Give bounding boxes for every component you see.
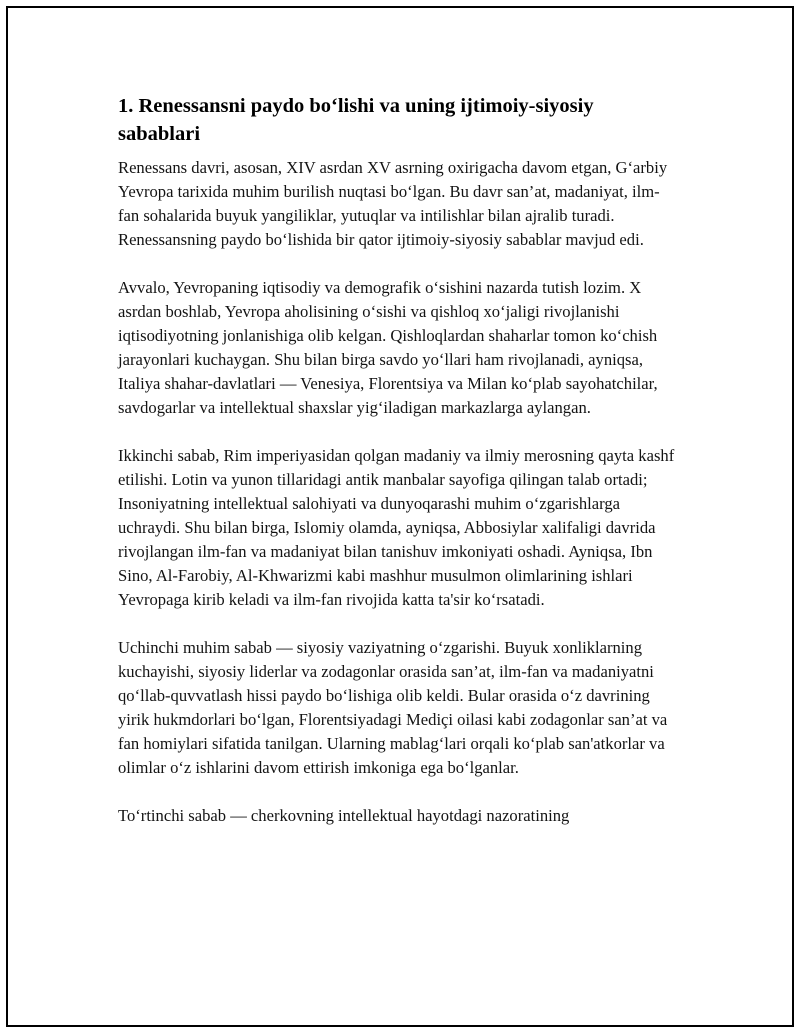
paragraph-church-control: To‘rtinchi sabab — cherkovning intellektual hayotdagi nazoratining [118, 806, 570, 825]
paragraph-economic-growth: Avvalo, Yevropaning iqtisodiy va demografik o‘sishini nazarda tutish lozim. X asrdan boshlab, Yevropa aholisining o‘sishi va qishloq xo‘jaligi rivojlanishi iqtisodiyotning jonlanishiga olib kelgan. Qishloqlardan shaharlar tomon ko‘chish jarayonlari kuchaygan. Shu bilan birga savdo yo‘llari ham rivojlanadi, ayniqsa, Italiya shahar-davlatlari — Venesiya, Florentsiya va Milan ko‘plab sayohatchilar, savdogarlar va intellektual shaxslar yig‘iladigan markazlarga aylangan. [118, 278, 658, 417]
paragraph-intro: Renessans davri, asosan, XIV asrdan XV asrning oxirigacha davom etgan, G‘arbiy Yevropa tarixida muhim burilish nuqtasi bo‘lgan. Bu davr san’at, madaniyat, ilm-fan sohalarida buyuk yangiliklar, yutuqlar va intilishlar bilan ajralib turadi. Renessansning paydo bo‘lishida bir qator ijtimoiy-siyosiy sabablar mavjud edi. [118, 158, 668, 249]
section-heading: 1. Renessansni paydo bo‘lishi va uning ijtimoiy-siyosiy sabablari [118, 95, 594, 145]
document-body [118, 92, 680, 828]
paragraph-heritage-rediscovery: Ikkinchi sabab, Rim imperiyasidan qolgan madaniy va ilmiy merosning qayta kashf etilishi. Lotin va yunon tillaridagi antik manbalar sayofiga qilingan talab ortadi; Insoniyatning intellektual salohiyati va dunyoqarashi muhim o‘zgarishlarga uchraydi. Shu bilan birga, Islomiy olamda, ayniqsa, Abbosiylar xalifaligi davrida rivojlangan ilm-fan va madaniyat bilan tanishuv imkoniyati oshadi. Ayniqsa, Ibn Sino, Al-Farobiy, Al-Khwarizmi kabi mashhur musulmon olimlarining ishlari Yevropaga kirib keladi va ilm-fan rivojida katta ta'sir ko‘rsatadi. [118, 446, 675, 609]
paragraph-political-change: Uchinchi muhim sabab — siyosiy vaziyatning o‘zgarishi. Buyuk xonliklarning kuchayishi, siyosiy liderlar va zodagonlar orasida san’at, ilm-fan va madaniyatni qo‘llab-quvvatlash hissi paydo bo‘lishiga olib keldi. Bular orasida o‘z davrining yirik hukmdorlari bo‘lgan, Florentsiyadagi Mediçi oilasi kabi zodagonlar san’at va fan homiylari sifatida tanilgan. Ularning mablag‘lari orqali ko‘plab san'atkorlar va olimlar o‘z ishlarini davom ettirish imkoniga ega bo‘lganlar. [118, 638, 668, 777]
